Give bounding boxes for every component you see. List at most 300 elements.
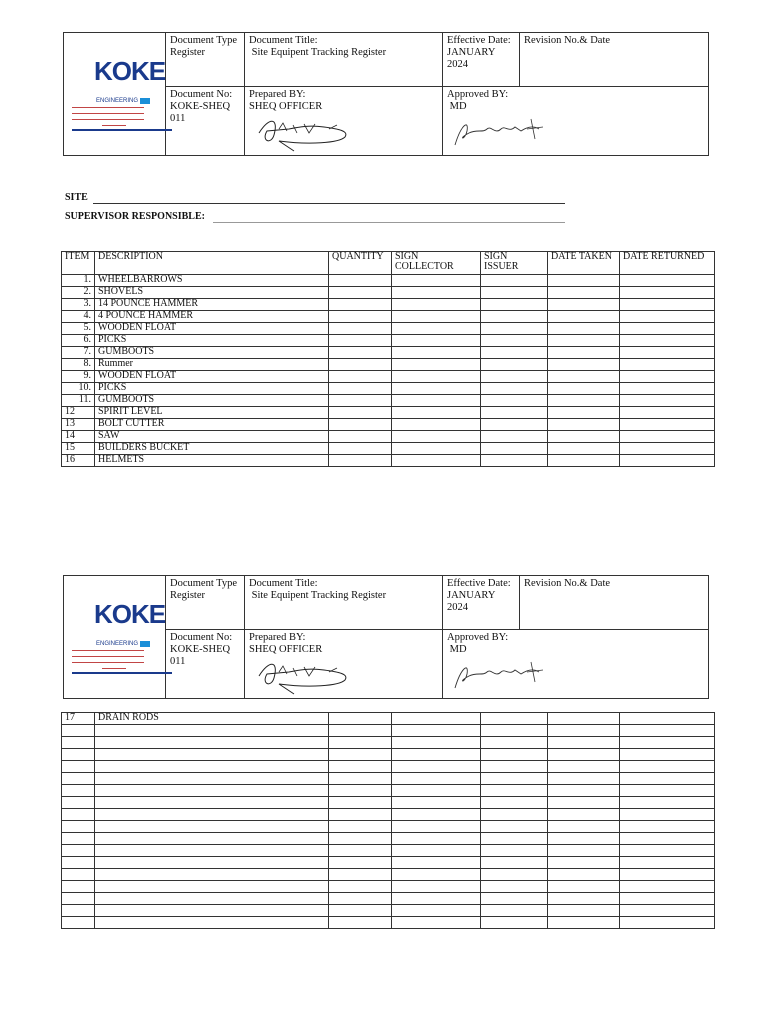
column-header: DATE RETURNED — [620, 252, 715, 275]
table-row — [62, 359, 715, 371]
entry-cell[interactable] — [548, 419, 620, 431]
item-number: 4. — [62, 311, 95, 323]
item-description: Rummer — [95, 359, 329, 371]
supervisor-label: SUPERVISOR RESPONSIBLE: — [65, 211, 205, 222]
entry-cell[interactable] — [620, 455, 715, 467]
entry-cell[interactable] — [329, 407, 392, 419]
doc-no-value: KOKE-SHEQ 011 — [170, 644, 231, 667]
entry-cell[interactable] — [548, 407, 620, 419]
entry-cell[interactable] — [329, 797, 392, 809]
entry-cell[interactable] — [548, 785, 620, 797]
table-row — [62, 773, 715, 785]
entry-cell[interactable] — [392, 881, 481, 893]
entry-cell[interactable] — [329, 323, 392, 335]
item-number: 14 — [62, 431, 95, 443]
item-description: WOODEN FLOAT — [95, 371, 329, 383]
entry-cell[interactable] — [620, 431, 715, 443]
item-description — [95, 761, 329, 773]
entry-cell[interactable] — [392, 431, 481, 443]
item-number: 12 — [62, 407, 95, 419]
entry-cell[interactable] — [620, 725, 715, 737]
item-description — [95, 833, 329, 845]
entry-cell[interactable] — [392, 725, 481, 737]
effective-date-label: Effective Date: — [447, 35, 511, 46]
entry-cell[interactable] — [620, 869, 715, 881]
item-number: 2. — [62, 287, 95, 299]
item-number — [62, 725, 95, 737]
entry-cell[interactable] — [329, 893, 392, 905]
item-description: WHEELBARROWS — [95, 275, 329, 287]
approved-signature — [447, 658, 557, 692]
prepared-by-label: Prepared BY: — [249, 89, 306, 100]
entry-cell[interactable] — [548, 809, 620, 821]
entry-cell[interactable] — [392, 821, 481, 833]
entry-cell[interactable] — [329, 443, 392, 455]
entry-cell[interactable] — [620, 773, 715, 785]
entry-cell[interactable] — [481, 407, 548, 419]
effective-date-value: JANUARY 2024 — [447, 47, 496, 70]
entry-cell[interactable] — [392, 809, 481, 821]
item-description: SPIRIT LEVEL — [95, 407, 329, 419]
entry-cell[interactable] — [481, 359, 548, 371]
entry-cell[interactable] — [481, 917, 548, 929]
table-row — [62, 881, 715, 893]
entry-cell[interactable] — [392, 359, 481, 371]
logo-text: KOKE — [94, 599, 166, 629]
table-row — [62, 785, 715, 797]
prepared-by-value: SHEQ OFFICER — [249, 101, 323, 112]
entry-cell[interactable] — [620, 749, 715, 761]
item-number: 5. — [62, 323, 95, 335]
company-logo-cell — [64, 33, 166, 156]
item-description — [95, 845, 329, 857]
item-number — [62, 917, 95, 929]
revision-label: Revision No.& Date — [524, 35, 611, 46]
entry-cell[interactable] — [620, 383, 715, 395]
revision-label: Revision No.& Date — [524, 578, 611, 589]
entry-cell[interactable] — [329, 713, 392, 725]
table-row — [62, 809, 715, 821]
entry-cell[interactable] — [329, 773, 392, 785]
entry-cell[interactable] — [392, 857, 481, 869]
entry-cell[interactable] — [329, 881, 392, 893]
table-row — [62, 845, 715, 857]
table-row — [62, 299, 715, 311]
document-header — [63, 32, 709, 156]
logo-subtitle: ENGINEERING — [96, 95, 150, 107]
entry-cell[interactable] — [481, 797, 548, 809]
entry-cell[interactable] — [620, 893, 715, 905]
item-number: 16 — [62, 455, 95, 467]
entry-cell[interactable] — [481, 383, 548, 395]
approved-by-cell — [443, 87, 709, 156]
entry-cell[interactable] — [481, 773, 548, 785]
entry-cell[interactable] — [329, 833, 392, 845]
entry-cell[interactable] — [481, 275, 548, 287]
site-label: SITE — [65, 192, 88, 203]
entry-cell[interactable] — [392, 713, 481, 725]
doc-no-value: KOKE-SHEQ 011 — [170, 101, 231, 124]
approved-by-cell — [443, 630, 709, 699]
item-description: SHOVELS — [95, 287, 329, 299]
entry-cell[interactable] — [329, 359, 392, 371]
entry-cell[interactable] — [620, 395, 715, 407]
entry-cell[interactable] — [481, 725, 548, 737]
table-row — [62, 419, 715, 431]
item-description — [95, 725, 329, 737]
equipment-register-table — [61, 251, 715, 467]
column-header: ITEM — [62, 252, 95, 275]
prepared-by-value: SHEQ OFFICER — [249, 644, 323, 655]
entry-cell[interactable] — [392, 761, 481, 773]
entry-cell[interactable] — [329, 737, 392, 749]
doc-no-cell — [166, 87, 245, 156]
doc-no-label: Document No: — [170, 89, 233, 100]
entry-cell[interactable] — [620, 833, 715, 845]
item-description: HELMETS — [95, 455, 329, 467]
table-row — [62, 905, 715, 917]
entry-cell[interactable] — [329, 905, 392, 917]
revision-cell — [520, 33, 709, 87]
entry-cell[interactable] — [620, 371, 715, 383]
doc-type-cell — [166, 33, 245, 87]
entry-cell[interactable] — [481, 323, 548, 335]
entry-cell[interactable] — [620, 821, 715, 833]
entry-cell[interactable] — [392, 869, 481, 881]
entry-cell[interactable] — [548, 335, 620, 347]
entry-cell[interactable] — [392, 797, 481, 809]
table-row — [62, 725, 715, 737]
entry-cell[interactable] — [329, 857, 392, 869]
entry-cell[interactable] — [329, 821, 392, 833]
effective-date-cell — [443, 33, 520, 87]
entry-cell[interactable] — [392, 845, 481, 857]
entry-cell[interactable] — [481, 443, 548, 455]
entry-cell[interactable] — [481, 455, 548, 467]
table-row — [62, 797, 715, 809]
effective-date-value: JANUARY 2024 — [447, 590, 496, 613]
entry-cell[interactable] — [481, 845, 548, 857]
entry-cell[interactable] — [620, 917, 715, 929]
entry-cell[interactable] — [548, 299, 620, 311]
supervisor-input-line[interactable] — [213, 222, 565, 223]
entry-cell[interactable] — [329, 431, 392, 443]
entry-cell[interactable] — [481, 419, 548, 431]
entry-cell[interactable] — [392, 371, 481, 383]
item-number: 8. — [62, 359, 95, 371]
doc-title-label: Document Title: — [249, 35, 318, 46]
entry-cell[interactable] — [548, 761, 620, 773]
item-description — [95, 857, 329, 869]
item-number — [62, 845, 95, 857]
entry-cell[interactable] — [481, 905, 548, 917]
site-input-line[interactable] — [93, 203, 565, 204]
entry-cell[interactable] — [392, 311, 481, 323]
entry-cell[interactable] — [620, 785, 715, 797]
entry-cell[interactable] — [392, 395, 481, 407]
column-header: SIGN COLLECTOR — [392, 252, 481, 275]
entry-cell[interactable] — [392, 347, 481, 359]
entry-cell[interactable] — [392, 275, 481, 287]
entry-cell[interactable] — [392, 749, 481, 761]
approved-by-value: MD — [449, 644, 467, 655]
item-description — [95, 809, 329, 821]
entry-cell[interactable] — [329, 455, 392, 467]
doc-type-value: Register — [170, 47, 205, 58]
entry-cell[interactable] — [548, 311, 620, 323]
entry-cell[interactable] — [481, 371, 548, 383]
entry-cell[interactable] — [481, 737, 548, 749]
entry-cell[interactable] — [481, 311, 548, 323]
entry-cell[interactable] — [329, 335, 392, 347]
entry-cell[interactable] — [392, 785, 481, 797]
entry-cell[interactable] — [548, 287, 620, 299]
entry-cell[interactable] — [620, 335, 715, 347]
item-description — [95, 785, 329, 797]
entry-cell[interactable] — [392, 455, 481, 467]
entry-cell[interactable] — [481, 857, 548, 869]
doc-type-label: Document Type — [170, 35, 238, 46]
item-description — [95, 797, 329, 809]
entry-cell[interactable] — [329, 287, 392, 299]
item-number — [62, 761, 95, 773]
item-description — [95, 917, 329, 929]
entry-cell[interactable] — [620, 845, 715, 857]
entry-cell[interactable] — [392, 287, 481, 299]
entry-cell[interactable] — [620, 809, 715, 821]
table-row — [62, 857, 715, 869]
logo-text: KOKE — [94, 56, 166, 86]
entry-cell[interactable] — [481, 833, 548, 845]
table-row — [62, 347, 715, 359]
table-row — [62, 833, 715, 845]
doc-title-value: Site Equipent Tracking Register — [251, 47, 387, 58]
entry-cell[interactable] — [548, 821, 620, 833]
approved-by-value: MD — [449, 101, 467, 112]
entry-cell[interactable] — [481, 287, 548, 299]
item-number: 13 — [62, 419, 95, 431]
entry-cell[interactable] — [329, 725, 392, 737]
entry-cell[interactable] — [481, 821, 548, 833]
item-description — [95, 905, 329, 917]
effective-date-label: Effective Date: — [447, 578, 511, 589]
entry-cell[interactable] — [481, 761, 548, 773]
entry-cell[interactable] — [620, 419, 715, 431]
item-number — [62, 893, 95, 905]
item-description: SAW — [95, 431, 329, 443]
item-description — [95, 737, 329, 749]
item-number — [62, 857, 95, 869]
doc-title-value: Site Equipent Tracking Register — [251, 590, 387, 601]
logo-wordmark — [94, 599, 166, 629]
entry-cell[interactable] — [329, 785, 392, 797]
item-description: BOLT CUTTER — [95, 419, 329, 431]
doc-type-value: Register — [170, 590, 205, 601]
table-row — [62, 455, 715, 467]
entry-cell[interactable] — [329, 749, 392, 761]
column-header: QUANTITY — [329, 252, 392, 275]
entry-cell[interactable] — [481, 431, 548, 443]
item-description: PICKS — [95, 383, 329, 395]
approved-signature — [447, 115, 557, 149]
entry-cell[interactable] — [329, 347, 392, 359]
item-number: 9. — [62, 371, 95, 383]
entry-cell[interactable] — [548, 275, 620, 287]
table-row — [62, 821, 715, 833]
table-row — [62, 395, 715, 407]
equipment-register-table-continued — [61, 712, 715, 929]
entry-cell[interactable] — [620, 275, 715, 287]
entry-cell[interactable] — [481, 395, 548, 407]
entry-cell[interactable] — [620, 299, 715, 311]
entry-cell[interactable] — [481, 893, 548, 905]
entry-cell[interactable] — [548, 347, 620, 359]
item-description — [95, 773, 329, 785]
entry-cell[interactable] — [620, 287, 715, 299]
entry-cell[interactable] — [329, 371, 392, 383]
entry-cell[interactable] — [481, 785, 548, 797]
entry-cell[interactable] — [329, 869, 392, 881]
entry-cell[interactable] — [620, 323, 715, 335]
entry-cell[interactable] — [392, 419, 481, 431]
entry-cell[interactable] — [548, 797, 620, 809]
table-row — [62, 371, 715, 383]
entry-cell[interactable] — [548, 443, 620, 455]
entry-cell[interactable] — [392, 299, 481, 311]
entry-cell[interactable] — [548, 857, 620, 869]
item-description — [95, 881, 329, 893]
approved-by-label: Approved BY: — [447, 89, 509, 100]
item-number — [62, 797, 95, 809]
item-description: BUILDERS BUCKET — [95, 443, 329, 455]
doc-no-label: Document No: — [170, 632, 233, 643]
doc-no-cell — [166, 630, 245, 699]
entry-cell[interactable] — [620, 857, 715, 869]
entry-cell[interactable] — [392, 833, 481, 845]
entry-cell[interactable] — [620, 443, 715, 455]
entry-cell[interactable] — [548, 881, 620, 893]
entry-cell[interactable] — [620, 881, 715, 893]
entry-cell[interactable] — [548, 395, 620, 407]
entry-cell[interactable] — [481, 749, 548, 761]
entry-cell[interactable] — [392, 773, 481, 785]
entry-cell[interactable] — [392, 917, 481, 929]
entry-cell[interactable] — [392, 383, 481, 395]
table-row — [62, 761, 715, 773]
item-description: GUMBOOTS — [95, 395, 329, 407]
table-row — [62, 893, 715, 905]
item-description: GUMBOOTS — [95, 347, 329, 359]
entry-cell[interactable] — [620, 761, 715, 773]
entry-cell[interactable] — [620, 347, 715, 359]
item-number — [62, 809, 95, 821]
entry-cell[interactable] — [548, 323, 620, 335]
item-description: PICKS — [95, 335, 329, 347]
entry-cell[interactable] — [392, 737, 481, 749]
entry-cell[interactable] — [548, 455, 620, 467]
entry-cell[interactable] — [392, 323, 481, 335]
entry-cell[interactable] — [548, 917, 620, 929]
entry-cell[interactable] — [548, 431, 620, 443]
entry-cell[interactable] — [481, 299, 548, 311]
table-row — [62, 407, 715, 419]
entry-cell[interactable] — [329, 917, 392, 929]
entry-cell[interactable] — [392, 335, 481, 347]
entry-cell[interactable] — [620, 737, 715, 749]
doc-type-label: Document Type — [170, 578, 238, 589]
entry-cell[interactable] — [548, 383, 620, 395]
entry-cell[interactable] — [329, 395, 392, 407]
entry-cell[interactable] — [392, 893, 481, 905]
entry-cell[interactable] — [620, 713, 715, 725]
item-number: 3. — [62, 299, 95, 311]
entry-cell[interactable] — [481, 347, 548, 359]
entry-cell[interactable] — [548, 749, 620, 761]
entry-cell[interactable] — [392, 407, 481, 419]
entry-cell[interactable] — [620, 311, 715, 323]
company-logo: KOKE ENGINEERING ▬▬▬▬▬▬▬▬▬▬▬▬▬▬▬▬▬▬▬▬▬▬▬▬ ▬▬▬▬▬▬▬▬▬▬▬▬▬▬▬▬▬▬▬▬▬▬▬▬ ▬▬▬▬▬▬▬▬▬▬▬▬▬▬▬▬▬▬▬▬▬▬▬▬ ▬▬▬▬▬▬▬▬ — [72, 65, 168, 147]
entry-cell[interactable] — [548, 893, 620, 905]
entry-cell[interactable] — [548, 359, 620, 371]
entry-cell[interactable] — [620, 797, 715, 809]
entry-cell[interactable] — [548, 713, 620, 725]
entry-cell[interactable] — [548, 725, 620, 737]
entry-cell[interactable] — [548, 905, 620, 917]
entry-cell[interactable] — [481, 809, 548, 821]
entry-cell[interactable] — [481, 335, 548, 347]
entry-cell[interactable] — [329, 275, 392, 287]
entry-cell[interactable] — [329, 383, 392, 395]
table-row — [62, 749, 715, 761]
entry-cell[interactable] — [548, 773, 620, 785]
item-number — [62, 785, 95, 797]
item-number: 17 — [62, 713, 95, 725]
entry-cell[interactable] — [620, 359, 715, 371]
entry-cell[interactable] — [481, 881, 548, 893]
item-description: 4 POUNCE HAMMER — [95, 311, 329, 323]
entry-cell[interactable] — [620, 407, 715, 419]
entry-cell[interactable] — [329, 845, 392, 857]
item-description: 14 POUNCE HAMMER — [95, 299, 329, 311]
entry-cell[interactable] — [392, 443, 481, 455]
company-logo-cell — [64, 576, 166, 699]
entry-cell[interactable] — [329, 809, 392, 821]
table-row — [62, 917, 715, 929]
table-row — [62, 443, 715, 455]
table-row — [62, 335, 715, 347]
entry-cell[interactable] — [548, 737, 620, 749]
entry-cell[interactable] — [329, 419, 392, 431]
entry-cell[interactable] — [548, 869, 620, 881]
entry-cell[interactable] — [548, 833, 620, 845]
entry-cell[interactable] — [329, 761, 392, 773]
table-row — [62, 311, 715, 323]
entry-cell[interactable] — [548, 845, 620, 857]
entry-cell[interactable] — [620, 905, 715, 917]
item-description — [95, 749, 329, 761]
entry-cell[interactable] — [329, 299, 392, 311]
entry-cell[interactable] — [481, 869, 548, 881]
item-number — [62, 749, 95, 761]
item-description: DRAIN RODS — [95, 713, 329, 725]
item-description — [95, 821, 329, 833]
table-row — [62, 383, 715, 395]
table-row — [62, 737, 715, 749]
entry-cell[interactable] — [392, 905, 481, 917]
entry-cell[interactable] — [481, 713, 548, 725]
entry-cell[interactable] — [329, 311, 392, 323]
entry-cell[interactable] — [548, 371, 620, 383]
